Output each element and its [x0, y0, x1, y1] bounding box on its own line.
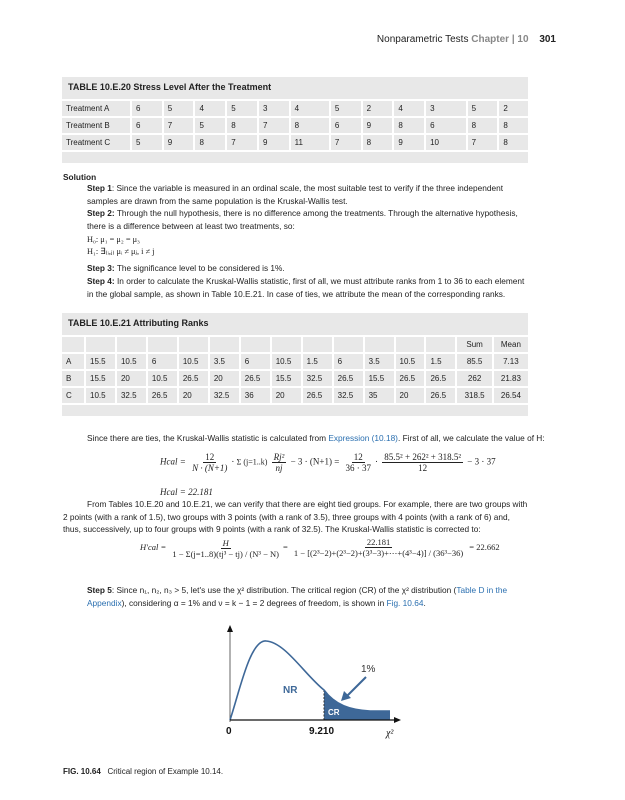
arrow-line: [346, 677, 366, 697]
table-cell: 35: [364, 387, 395, 404]
table-title: TABLE 10.E.20 Stress Level After the Treatment: [62, 77, 528, 101]
formula-end: − 3 · 37: [467, 456, 496, 467]
sum-cell: 262: [456, 370, 492, 387]
step-text: The significance level to be considered is 1%.: [114, 263, 285, 273]
table-cell: 10.5: [116, 353, 147, 370]
table-cell: 32.5: [302, 370, 333, 387]
table-cell: 15.5: [364, 370, 395, 387]
table-cell: 7: [226, 134, 258, 151]
table-cell: 8: [194, 134, 226, 151]
table-cell: 20: [271, 387, 302, 404]
table-cell: 6: [240, 353, 271, 370]
denominator: 12: [418, 463, 428, 473]
sum-cell: 318.5: [456, 387, 492, 404]
sum-cell: 85.5: [456, 353, 492, 370]
table-cell: 7: [163, 117, 195, 134]
header-title: Nonparametric Tests: [376, 34, 469, 45]
table-cell: 10.5: [395, 353, 426, 370]
denominator: 1 − [(2³−2)+(2³−2)+(3³−3)+⋯+(4³−4)] / (36³−36): [293, 548, 464, 558]
table-cell: 5: [226, 101, 258, 117]
numerator: Rj²: [273, 452, 285, 462]
row-label: B: [62, 370, 85, 387]
formula-h-cal: Hcal = $\frac{12}{N \cdot (N+1)}$ · Σ (j=1..k) $\frac{\text{Rj²}}{nj}$ − 3 · (N+1) = $\frac{12}{36 \cdot 37}$ · $\frac{\text{85.5² + 262² + 318.5²}}{12}$ − 3 · 37: [160, 452, 496, 473]
table-cell: 6: [131, 101, 163, 117]
table-cell: 10.5: [85, 387, 116, 404]
table-cell: 20: [395, 387, 426, 404]
step-label: Step 2:: [87, 208, 115, 218]
table-cell: 26.5: [333, 370, 364, 387]
row-label: Treatment A: [62, 101, 131, 117]
denominator: 1 − Σ(j=1..8)(tj³ − tj) / (N³ − N): [172, 548, 279, 559]
step-label: Step 5: [87, 585, 112, 595]
mean-cell: 7.13: [493, 353, 528, 370]
table-cell: 8: [498, 134, 528, 151]
table-cell: 6: [333, 353, 364, 370]
table-cell: 3.5: [364, 353, 395, 370]
figure-caption: [63, 767, 223, 776]
header-sep: |: [511, 34, 515, 45]
table-cell: 15.5: [271, 370, 302, 387]
table-cell: 36: [240, 387, 271, 404]
caption-label: FIG. 10.64: [63, 767, 101, 776]
table-cell: 7: [467, 134, 499, 151]
table-cell: 3: [258, 101, 290, 117]
table-cell: 8: [290, 117, 330, 134]
caption-text: Critical region of Example 10.14.: [107, 767, 224, 776]
text: Since there are ties, the Kruskal-Wallis statistic is calculated from: [87, 433, 329, 443]
table-title: TABLE 10.E.21 Attributing Ranks: [62, 313, 528, 337]
summation: Σ (j=1..k): [236, 457, 268, 467]
step-label: Step 4:: [87, 276, 115, 286]
table-cell: 7: [330, 134, 362, 151]
table-cell: 9: [258, 134, 290, 151]
row-label: C: [62, 387, 85, 404]
row-label: A: [62, 353, 85, 370]
step-text: In order to calculate the Kruskal-Wallis statistic, first of all, we must attribute ranks from 1 to 36 to each element in the global sample, as shown in Table 10.E.21. In case of ties, we attribute the mean of the corresponding ranks.: [87, 276, 525, 299]
table-cell: 8: [393, 117, 425, 134]
x-axis-arrow-icon: [394, 717, 401, 723]
hypothesis-h0: H₀: μ₁ = μ₂ = μ₃: [87, 235, 140, 244]
step-label: Step 3:: [87, 263, 115, 273]
table-cell: 32.5: [209, 387, 240, 404]
table-cell: 6: [330, 117, 362, 134]
page-number: 301: [539, 34, 556, 45]
mean-cell: 21.83: [493, 370, 528, 387]
column-header: Mean: [493, 337, 528, 353]
text: . First of all, we calculate the value of H:: [397, 433, 545, 443]
table-cell: 10.5: [147, 370, 178, 387]
text: .: [423, 597, 426, 608]
numerator: H: [222, 537, 229, 548]
step-text: : Since the variable is measured in an ordinal scale, the most suitable test to verify if the three independent samples are drawn from the same population is the Kruskal-Wallis test.: [87, 183, 504, 206]
table-cell: 3: [425, 101, 467, 117]
y-axis-arrow-icon: [227, 625, 233, 632]
table-cell: 10.5: [178, 353, 209, 370]
paragraph-tied-groups: From Tables 10.E.20 and 10.E.21, we can verify that there are eight tied groups. For example, there are two groups with 2 points (with a rank of 1.5), two groups with 3 points (with a rank of 3.5), three groups with 4 points (with a rank of 6) and, thus, successively, up to four groups with 9 points (with a rank of 32.5). The Kruskal-Wallis statistic is corrected to:: [63, 499, 528, 534]
percent-label: 1%: [361, 664, 376, 675]
table-cell: 8: [467, 117, 499, 134]
table-cell: 32.5: [333, 387, 364, 404]
table-cell: 32.5: [116, 387, 147, 404]
table-cell: 15.5: [85, 370, 116, 387]
table-cell: 26.5: [240, 370, 271, 387]
table-cell: 4: [290, 101, 330, 117]
table-cell: 11: [290, 134, 330, 151]
table-cell: 26.5: [178, 370, 209, 387]
table-cell: 8: [226, 117, 258, 134]
density-curve: [230, 641, 390, 720]
table-cell: 4: [194, 101, 226, 117]
numerator: 85.5² + 262² + 318.5²: [384, 452, 462, 462]
table-cell: 8: [498, 117, 528, 134]
text: : Since n₁, n₂, n₃ > 5, let's use the χ² distribution. The critical region (CR) of the χ² distribution (: [111, 585, 457, 595]
table-cell: 5: [163, 101, 195, 117]
numerator: 22.181: [366, 537, 391, 547]
expression-link[interactable]: Expression (10.18): [328, 433, 398, 443]
critical-value-label: 9.210: [309, 726, 335, 737]
step-label: Step 1: [87, 183, 112, 193]
table-cell: 2: [498, 101, 528, 117]
appendix-link[interactable]: Table D in the Appendix: [87, 585, 508, 608]
formula-h-corrected: H'cal = $\frac{H}{\text{1 − Σ(j=1..8)(tj³ − tj) / (N³ − N)}}$ = $\frac{22.181}{\text{1 − [(2³−2)+(2³−2)+(3³−3)+⋯+(4³−4)] / (36³−36)}}$ = 22.662: [140, 537, 500, 559]
table-cell: 9: [393, 134, 425, 151]
nr-label: NR: [283, 685, 298, 696]
table-cell: 7: [258, 117, 290, 134]
table-cell: 20: [209, 370, 240, 387]
denominator: nj: [275, 463, 283, 473]
table-cell: 1.5: [302, 353, 333, 370]
table-cell: 2: [362, 101, 394, 117]
table-cell: 10.5: [271, 353, 302, 370]
text: ), considering α = 1% and ν = k − 1 = 2 degrees of freedom, is shown in: [121, 597, 387, 608]
table-cell: 15.5: [85, 353, 116, 370]
table-cell: 6: [131, 117, 163, 134]
table-cell: 26.5: [425, 370, 456, 387]
row-label: Treatment B: [62, 117, 131, 134]
table-cell: 20: [178, 387, 209, 404]
table-cell: 9: [362, 117, 394, 134]
mean-cell: 26.54: [493, 387, 528, 404]
table-cell: 26.5: [425, 387, 456, 404]
table-cell: 5: [131, 134, 163, 151]
denominator: 36 · 37: [345, 463, 372, 473]
table-cell: 6: [147, 353, 178, 370]
column-header: Sum: [456, 337, 492, 353]
formula-mid: − 3 · (N+1) =: [290, 456, 340, 467]
table-cell: 1.5: [425, 353, 456, 370]
table-cell: 5: [194, 117, 226, 134]
numerator: 12: [205, 452, 215, 462]
table-cell: 20: [116, 370, 147, 387]
table-cell: 4: [393, 101, 425, 117]
header-chapter: Chapter: [471, 34, 510, 45]
cr-label: CR: [328, 708, 340, 717]
table-cell: 6: [425, 117, 467, 134]
denominator: N · (N+1): [192, 463, 228, 473]
table-cell: 8: [362, 134, 394, 151]
h-cal-result: Hcal = 22.181: [160, 487, 213, 497]
zero-label: 0: [226, 726, 232, 737]
formula-lhs: Hcal =: [160, 456, 186, 467]
solution-heading: Solution: [63, 172, 97, 182]
x-axis-label: χ²: [386, 728, 394, 739]
figure-link[interactable]: Fig. 10.64: [386, 597, 424, 608]
table-cell: 26.5: [395, 370, 426, 387]
table-cell: 10: [425, 134, 467, 151]
table-cell: 5: [467, 101, 499, 117]
header-chapter-no: 10: [517, 34, 529, 45]
table-cell: 5: [330, 101, 362, 117]
table-cell: 26.5: [147, 387, 178, 404]
table-cell: 9: [163, 134, 195, 151]
formula-result: = 22.662: [469, 541, 500, 552]
table-cell: 3.5: [209, 353, 240, 370]
row-label: Treatment C: [62, 134, 131, 151]
step-text: Through the null hypothesis, there is no difference among the treatments. Through the alternative hypothesis, there is a difference between at least two treatments, so:: [87, 208, 518, 231]
numerator: 12: [353, 452, 363, 462]
hypothesis-h1: H₁: ∃₍ᵢ,ⱼ₎ μᵢ ≠ μⱼ, i ≠ j: [87, 247, 155, 256]
formula-lhs: H'cal =: [140, 541, 167, 552]
table-cell: 26.5: [302, 387, 333, 404]
